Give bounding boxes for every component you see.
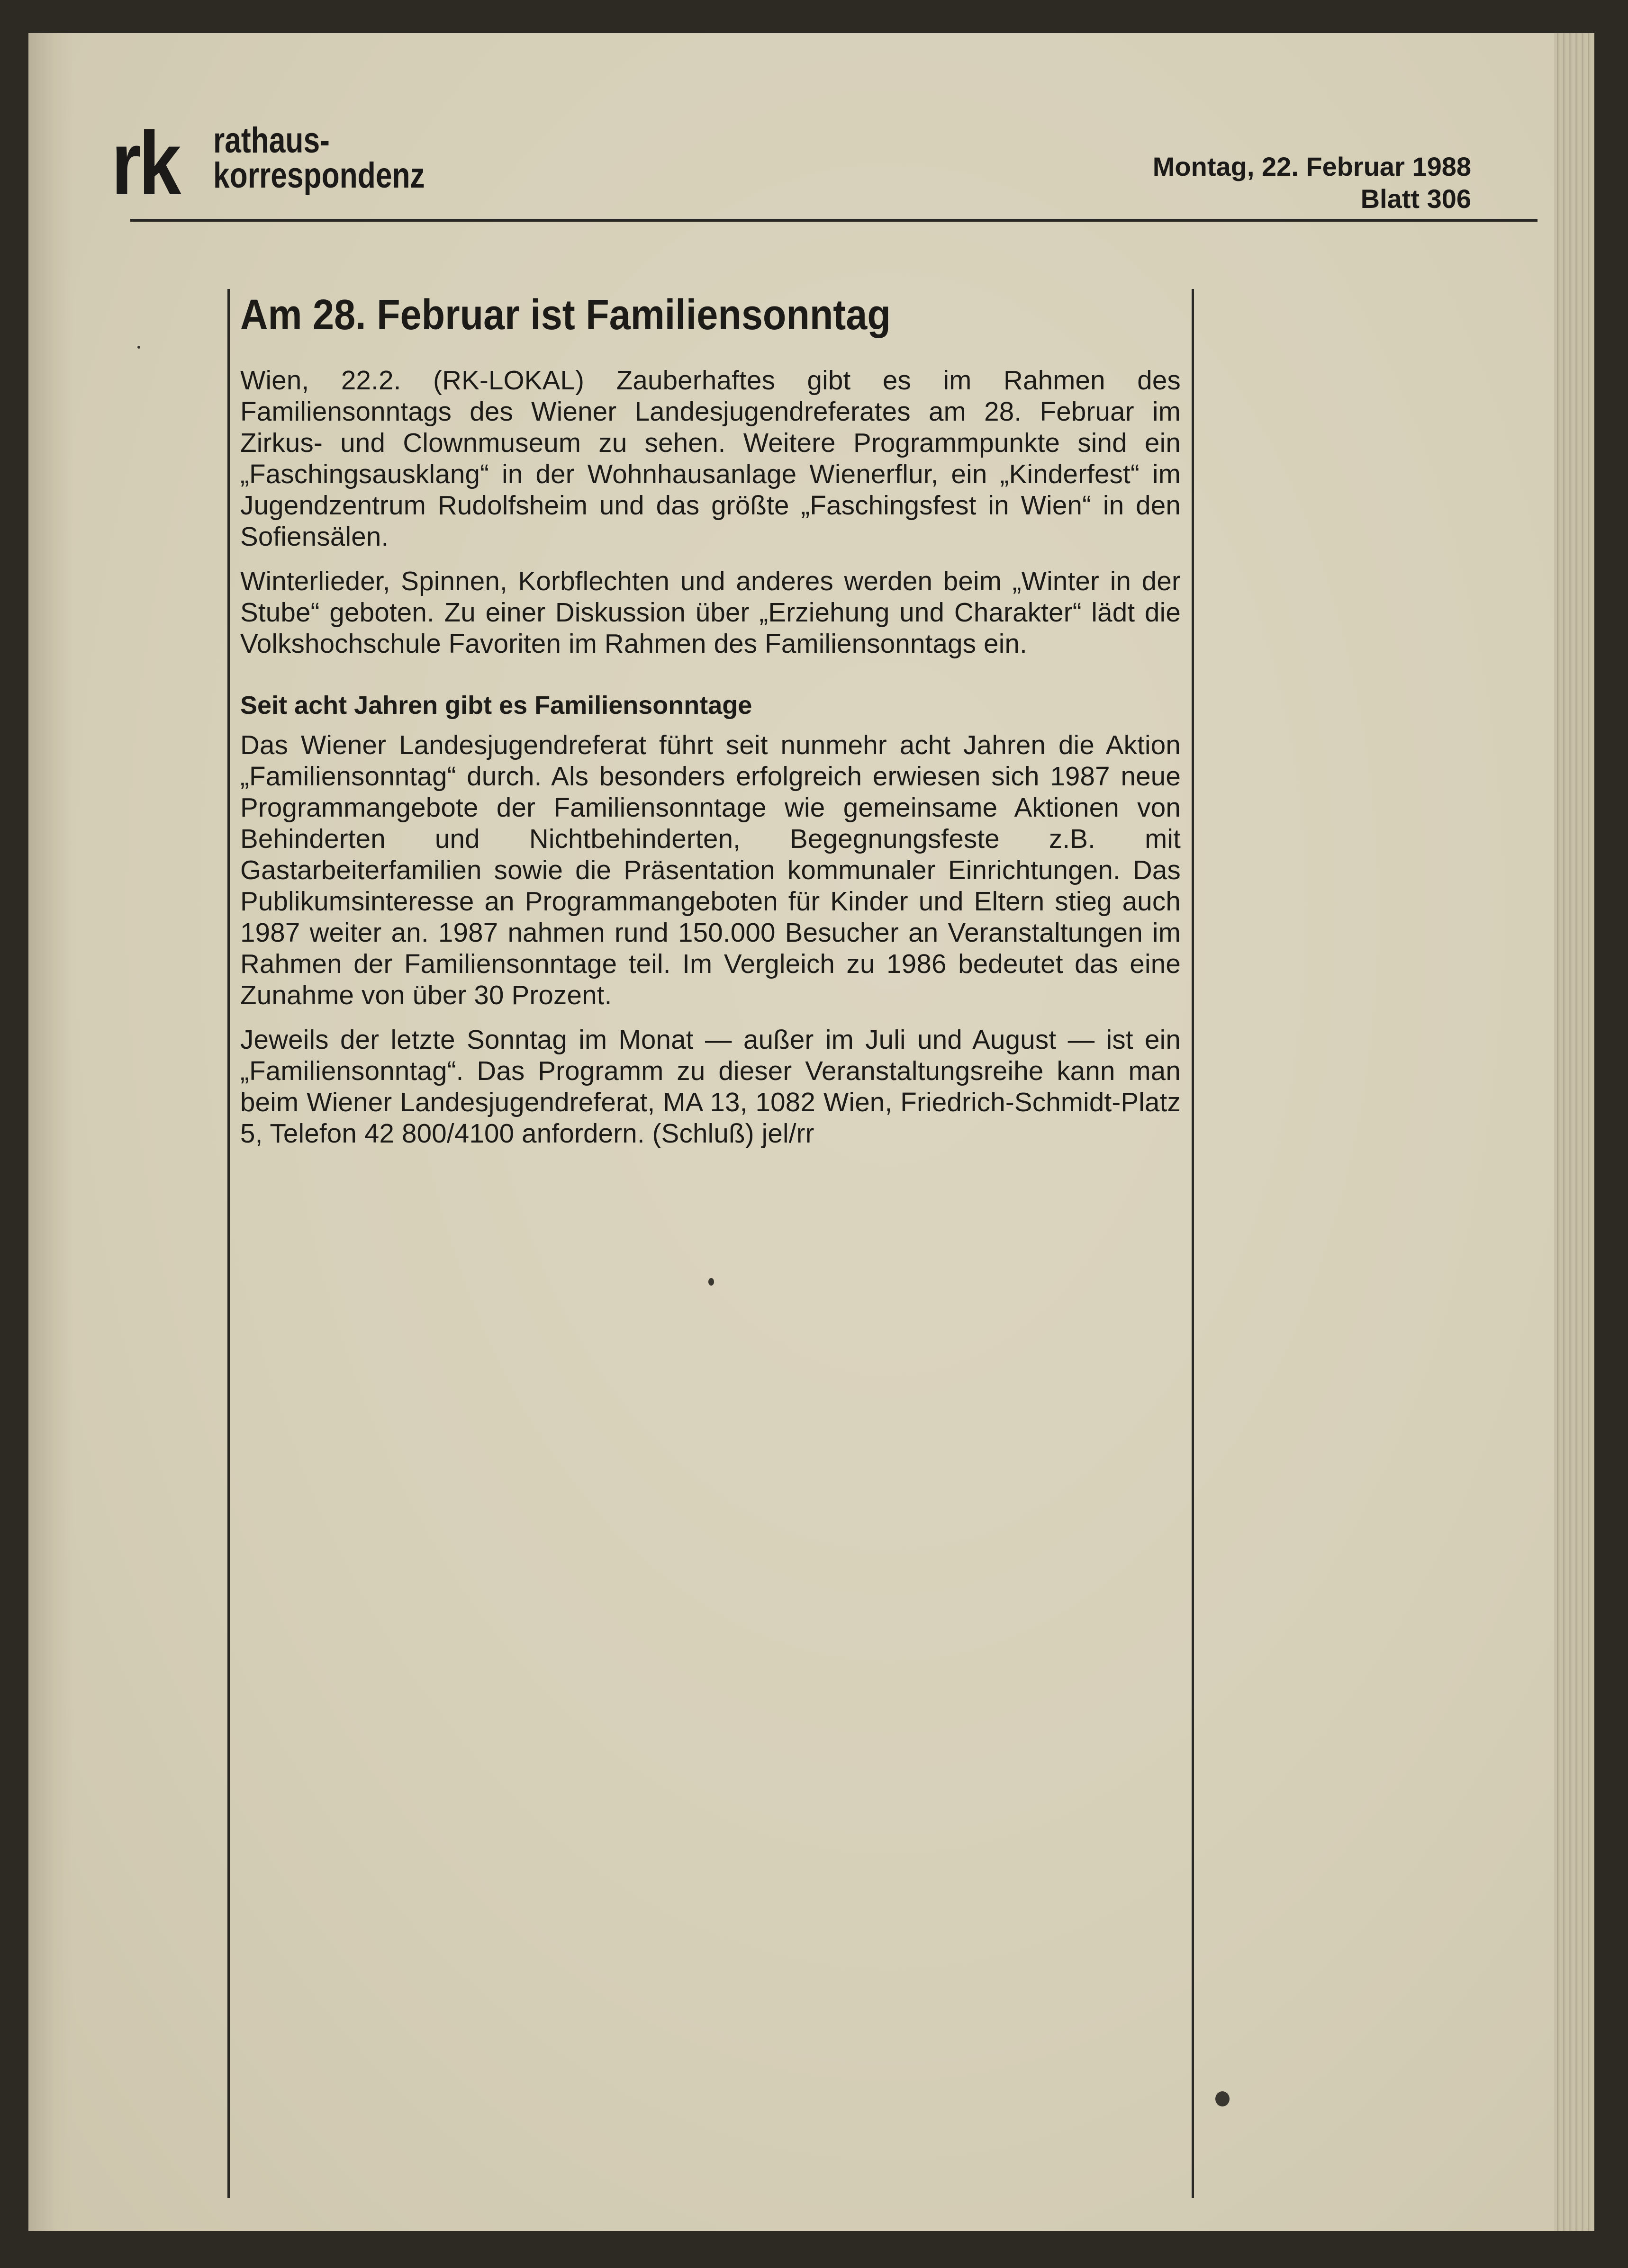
column-rule-right (1192, 289, 1194, 2198)
article-paragraph: Das Wiener Landesjugendreferat führt seit nunmehr acht Jahren die Aktion „Familiensonntag“ durch. Als besonders erfolgreich erwiesen sich 1987 neue Programmangebote der Familiensonntage wie gemeinsame Aktionen von Behinderten und Nichtbehinderten, Begegnungsfeste z.B. mit Gastarbeiterfamilien sowie die Präsentation kommunaler Einrichtungen. Das Publikumsinteresse an Programmangeboten für Kinder und Eltern stieg auch 1987 weiter an. 1987 nahmen rund 150.000 Besucher an Veranstaltungen im Rahmen der Familiensonntage teil. Im Vergleich zu 1986 bedeutet das eine Zunahme von über 30 Prozent. (240, 730, 1181, 1010)
header-rule (130, 219, 1538, 222)
article-subheading: Seit acht Jahren gibt es Familiensonntage (240, 691, 752, 720)
page-binding-shadow (28, 33, 73, 2231)
paper-speck (137, 346, 140, 349)
article (240, 289, 1181, 1162)
paper-speck (1215, 2091, 1230, 2106)
paper-speck (708, 1278, 714, 1286)
header-meta (1153, 151, 1471, 215)
article-headline: Am 28. Februar ist Familiensonntag (240, 291, 891, 339)
page-stack-edges (1554, 33, 1594, 2231)
issue-date: Montag, 22. Februar 1988 (1152, 152, 1471, 181)
sheet-number: Blatt 306 (1360, 184, 1471, 214)
article-paragraph: Wien, 22.2. (RK-LOKAL) Zauberhaftes gibt es im Rahmen des Familiensonntags des Wiener Landesjugendreferates am 28. Februar im Zirkus- und Clownmuseum zu sehen. Weitere Programmpunkte sind ein „Faschingsausklang“ in der Wohnhausanlage Wienerflur, ein „Kinderfest“ im Jugendzentrum Rudolfsheim und das größte „Faschingsfest in Wien“ in den Sofiensälen. (240, 365, 1181, 551)
article-paragraph: Winterlieder, Spinnen, Korbflechten und anderes werden beim „Winter in der Stube“ geboten. Zu einer Diskussion über „Erziehung und Charakter“ lädt die Volkshochschule Favoriten im Rahmen des Familiensonntags ein. (240, 566, 1181, 658)
logo-wordmark (213, 120, 425, 196)
logo-line2: korrespondenz (213, 155, 425, 196)
logo-mark: rk (111, 113, 179, 214)
document-page (28, 33, 1594, 2231)
column-rule-left (227, 289, 230, 2198)
article-paragraph: Jeweils der letzte Sonntag im Monat — außer im Juli und August — ist ein „Familiensonntag“. Das Programm zu dieser Veranstaltungsreihe kann man beim Wiener Landesjugendreferat, MA 13, 1082 Wien, Friedrich-Schmidt-Platz 5, Telefon 42 800/4100 anfordern. (Schluß) jel/rr (240, 1025, 1181, 1148)
logo-line1: rathaus- (213, 120, 330, 161)
